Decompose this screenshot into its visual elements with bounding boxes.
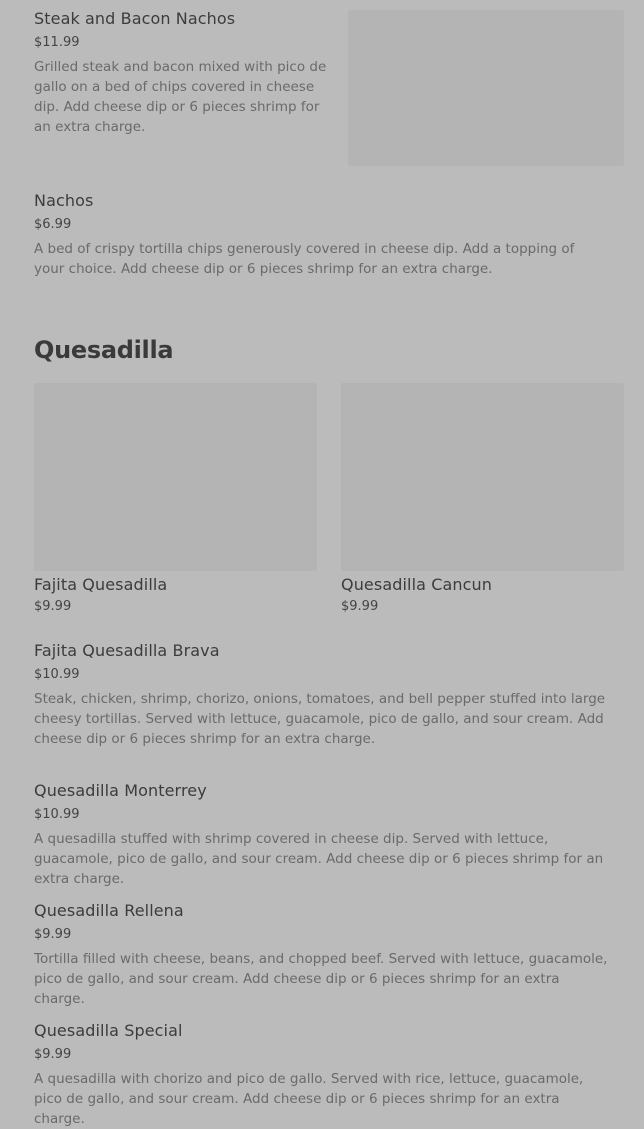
item-description: A bed of crispy tortilla chips generously covered in cheese dip. Add a topping of your choice. Add cheese dip or 6 pieces shrimp for an extra charge.	[34, 241, 575, 277]
item-description: A quesadilla with chorizo and pico de gallo. Served with rice, lettuce, guacamole, pico de gallo, and sour cream. Add cheese dip or 6 pieces shrimp for an extra charge.	[34, 1071, 584, 1127]
item-price: $9.99	[34, 927, 72, 942]
item-description: Tortilla filled with cheese, beans, and chopped beef. Served with lettuce, guacamole, pico de gallo, and sour cream. Add cheese dip or 6 pieces shrimp for an extra charge.	[34, 951, 608, 1007]
menu-card-fajita-quesadilla[interactable]	[34, 383, 317, 623]
item-name: Nachos	[34, 191, 94, 210]
menu-item-quesadilla-rellena[interactable]	[0, 895, 644, 1007]
item-name: Quesadilla Special	[34, 1021, 183, 1040]
item-image	[348, 10, 624, 166]
menu-item-fajita-quesadilla-brava[interactable]	[0, 635, 644, 760]
item-name: Fajita Quesadilla Brava	[34, 641, 220, 660]
menu-item-nachos[interactable]	[0, 185, 644, 285]
item-price: $9.99	[34, 1047, 72, 1062]
menu-item-quesadilla-special[interactable]	[0, 1015, 644, 1127]
item-price: $9.99	[341, 599, 379, 614]
item-name: Steak and Bacon Nachos	[34, 9, 236, 28]
item-description: Steak, chicken, shrimp, chorizo, onions, tomatoes, and bell pepper stuffed into large cheesy tortillas. Served with lettuce, guacamole, pico de gallo, and sour cream. Add cheese dip or 6 pieces shrimp for an extra charge.	[34, 691, 606, 747]
menu-card-quesadilla-cancun[interactable]	[341, 383, 624, 623]
menu-item-quesadilla-monterrey[interactable]	[0, 775, 644, 887]
item-name: Quesadilla Monterrey	[34, 781, 207, 800]
item-price: $10.99	[34, 807, 80, 822]
item-price: $10.99	[34, 667, 80, 682]
item-price: $11.99	[34, 35, 80, 50]
item-image	[34, 383, 317, 571]
item-name: Fajita Quesadilla	[34, 575, 168, 594]
item-price: $9.99	[34, 599, 72, 614]
item-name: Quesadilla Cancun	[341, 575, 492, 594]
menu-item-steak-and-bacon-nachos[interactable]	[0, 0, 644, 175]
item-name: Quesadilla Rellena	[34, 901, 184, 920]
item-description: A quesadilla stuffed with shrimp covered in cheese dip. Served with lettuce, guacamole, pico de gallo, and sour cream. Add cheese dip or 6 pieces shrimp for an extra charge.	[34, 831, 604, 887]
item-price: $6.99	[34, 217, 72, 232]
item-image	[341, 383, 624, 571]
section-title: Quesadilla	[34, 336, 174, 364]
item-description: Grilled steak and bacon mixed with pico de gallo on a bed of chips covered in cheese dip. Add cheese dip or 6 pieces shrimp for an extra charge.	[34, 59, 327, 135]
